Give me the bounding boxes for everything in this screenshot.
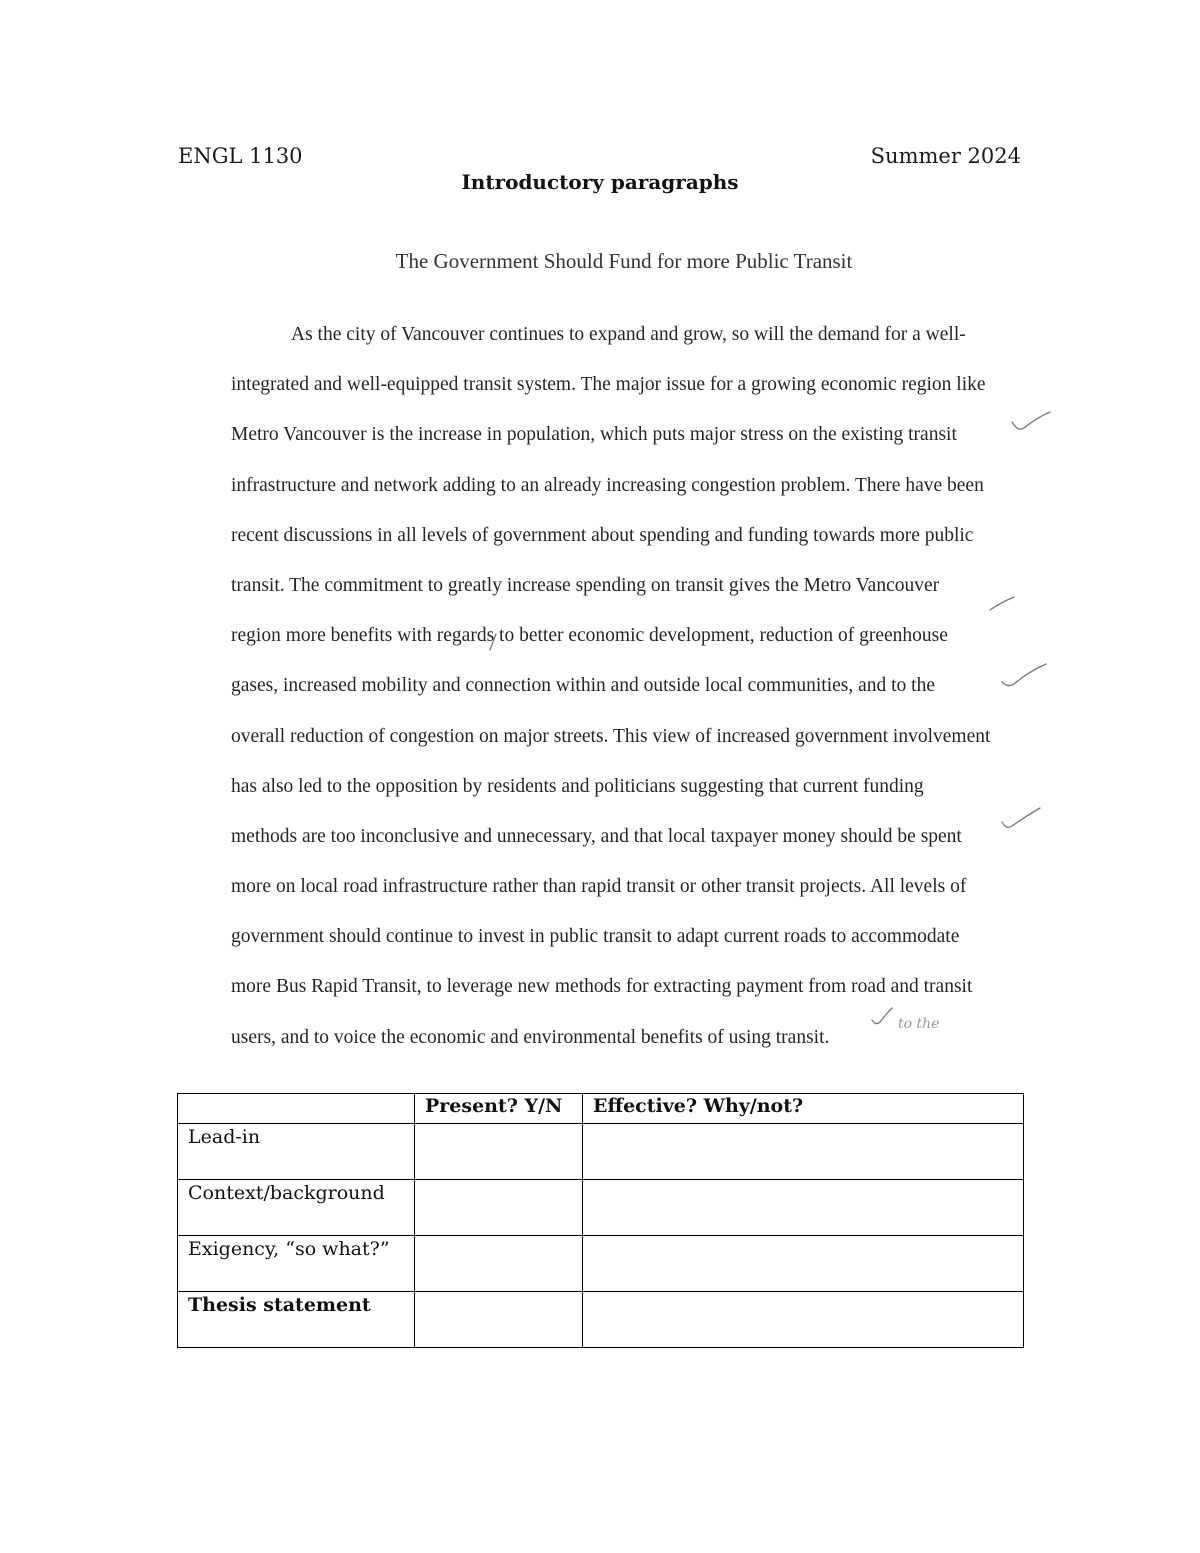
table-row — [178, 1124, 1024, 1180]
essay-paragraph — [231, 310, 1021, 1063]
essay-line: recent discussions in all levels of government about spending and funding towards more public — [231, 524, 974, 546]
essay-line: Metro Vancouver is the increase in population, which puts major stress on the existing transit — [231, 424, 957, 446]
table-row — [178, 1180, 1024, 1236]
present-cell[interactable] — [415, 1236, 583, 1292]
essay-line: As the city of Vancouver continues to expand and grow, so will the demand for a well- — [291, 324, 966, 345]
essay-line: overall reduction of congestion on major streets. This view of increased government involvement — [231, 725, 991, 747]
column-header-effective: Effective? Why/not? — [583, 1094, 1024, 1124]
present-cell[interactable] — [415, 1292, 583, 1348]
effective-cell[interactable] — [583, 1236, 1024, 1292]
table-row — [178, 1292, 1024, 1348]
essay-line: more on local road infrastructure rather than rapid transit or other transit projects. All levels of — [231, 876, 967, 898]
column-header-present: Present? Y/N — [415, 1094, 583, 1124]
term-label: Summer 2024 — [870, 144, 1021, 168]
essay-line: integrated and well-equipped transit system. The major issue for a growing economic region like — [231, 374, 986, 396]
page-title: Introductory paragraphs — [461, 170, 739, 194]
row-label: Exigency, “so what?” — [178, 1236, 415, 1292]
present-cell[interactable] — [415, 1180, 583, 1236]
present-cell[interactable] — [415, 1124, 583, 1180]
row-label: Lead-in — [178, 1124, 415, 1180]
effective-cell[interactable] — [583, 1292, 1024, 1348]
essay-line: region more benefits with regards to better economic development, reduction of greenhouse — [231, 625, 948, 647]
review-table — [177, 1093, 1024, 1348]
essay-line: government should continue to invest in public transit to adapt current roads to accommodate — [231, 926, 960, 948]
column-header — [178, 1094, 415, 1124]
table-header-row — [178, 1094, 1024, 1124]
effective-cell[interactable] — [583, 1180, 1024, 1236]
course-code: ENGL 1130 — [178, 144, 303, 168]
row-label: Thesis statement — [178, 1292, 415, 1348]
handwritten-annotation: to the — [898, 1016, 940, 1032]
essay-line: has also led to the opposition by residents and politicians suggesting that current funding — [231, 775, 924, 797]
row-label: Context/background — [178, 1180, 415, 1236]
essay-line: infrastructure and network adding to an already increasing congestion problem. There have been — [231, 474, 984, 496]
essay-line: gases, increased mobility and connection within and outside local communities, and to the — [231, 675, 935, 697]
essay-line: methods are too inconclusive and unnecessary, and that local taxpayer money should be spent — [231, 825, 962, 847]
essay-line: users, and to voice the economic and environmental benefits of using transit. — [231, 1026, 830, 1048]
effective-cell[interactable] — [583, 1124, 1024, 1180]
essay-line: transit. The commitment to greatly increase spending on transit gives the Metro Vancouver — [231, 574, 940, 596]
essay-title: The Government Should Fund for more Public Transit — [395, 249, 853, 273]
table-row — [178, 1236, 1024, 1292]
essay-line: more Bus Rapid Transit, to leverage new methods for extracting payment from road and transit — [231, 976, 973, 998]
